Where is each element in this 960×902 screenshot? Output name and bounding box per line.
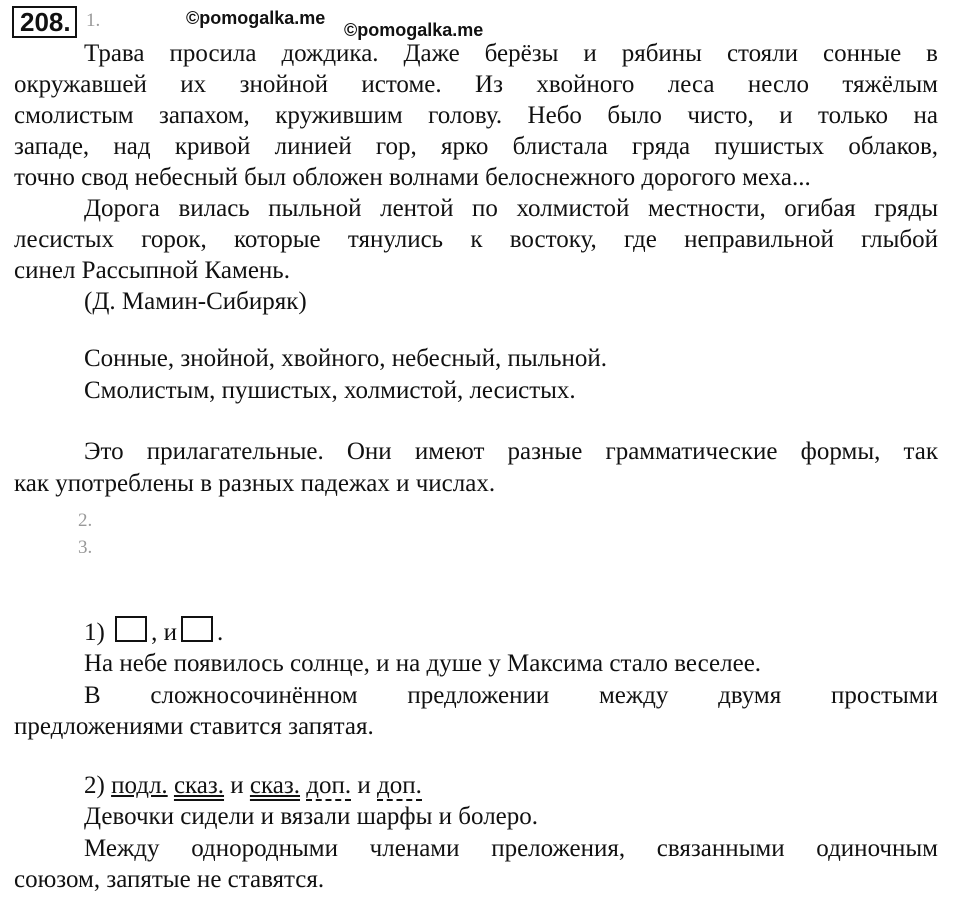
object-mark: доп. [377, 772, 422, 799]
text-line: смолистым запахом, кружившим голову. Небо было чисто, и только на [14, 102, 938, 129]
watermark: ©pomogalka.me [186, 8, 326, 28]
object-mark: доп. [306, 772, 352, 799]
scheme-separator: , и [151, 619, 177, 646]
text-line: Дорога вилась пыльной лентой по холмистой местности, огибая гряды [84, 195, 938, 222]
scheme-label: 1) [84, 619, 105, 646]
clause-box [115, 616, 147, 642]
example-sentence: Девочки сидели и вязали шарфы и болеро. [84, 803, 539, 830]
words-line: Сонные, знойной, хвойного, небесный, пыльной. [84, 345, 608, 372]
part-3-marker: 3. [78, 537, 93, 558]
watermark: ©pomogalka.me [344, 20, 484, 40]
text-line: синел Рассыпной Камень. [14, 257, 290, 284]
scheme-end: . [216, 619, 224, 646]
text-line: Трава просила дождика. Даже берёзы и рябины стояли сонные в [84, 40, 938, 67]
example-sentence: На небе появилось солнце, и на душе у Максима стало веселее. [84, 650, 762, 677]
answer-line: Это прилагательные. Они имеют разные грамматические формы, так [84, 438, 938, 465]
rule-line: Между однородными членами преложения, связанными одиночным [84, 835, 938, 862]
answer-line: как употреблены в разных падежах и числах. [14, 470, 496, 497]
part-2-marker: 2. [78, 510, 93, 531]
predicate-mark: сказ. [173, 772, 225, 799]
rule-line: предложениями ставится запятая. [14, 713, 374, 740]
scheme-1 [84, 616, 938, 648]
scheme-label: 2) [84, 772, 105, 799]
exercise-number: 208. [12, 6, 77, 38]
words-line: Смолистым, пушистых, холмистой, лесистых. [84, 377, 576, 404]
author: (Д. Мамин-Сибиряк) [84, 288, 307, 315]
clause-box [181, 616, 213, 642]
text-line: окружавшей их знойной истоме. Из хвойного леса несло тяжёлым [14, 71, 938, 98]
rule-line: союзом, запятые не ставятся. [14, 866, 325, 893]
predicate-mark: сказ. [249, 772, 301, 799]
text-line: точно свод небесный был обложен волнами белоснежного дорогого меха... [14, 164, 811, 191]
subject-mark: подл. [111, 772, 168, 799]
part-1-marker: 1. [86, 10, 101, 31]
text-line: лесистых горок, которые тянулись к востоку, где неправильной глыбой [14, 226, 938, 253]
conjunction: и [230, 772, 244, 799]
rule-line: В сложносочинённом предложении между двумя простыми [84, 682, 938, 709]
scheme-2 [84, 770, 938, 801]
conjunction: и [357, 772, 371, 799]
text-line: западе, над кривой линией гор, ярко блистала гряда пушистых облаков, [14, 133, 938, 160]
